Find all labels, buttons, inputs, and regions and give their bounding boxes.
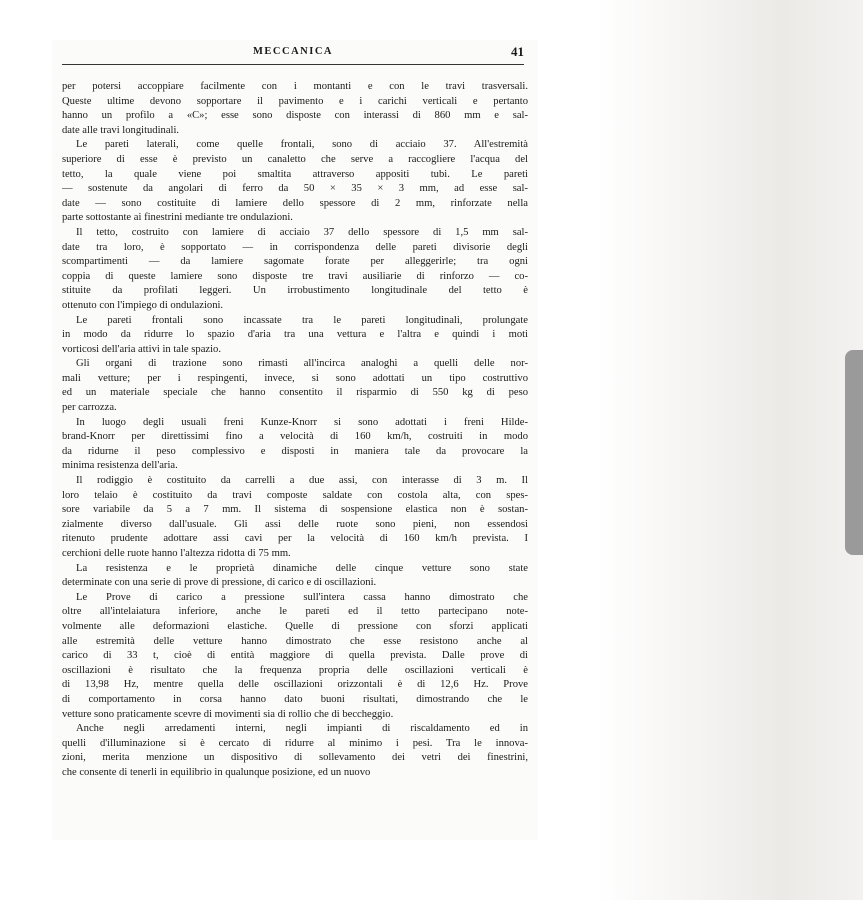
text-line: date — sono costituite di lamiere dello spessore di 2 mm, rinforzate nella bbox=[62, 197, 528, 209]
text-line: vorticosi dell'aria attivi in tale spazio. bbox=[62, 343, 221, 355]
text-line: coppia di queste lamiere sono disposte tre travi ausiliarie di rinforzo — co- bbox=[62, 270, 528, 282]
text-line: tetto, la quale viene poi smaltita attraverso appositi tubi. Le pareti bbox=[62, 168, 528, 180]
text-line: oscillazioni è risultato che la frequenza propria delle oscillazioni verticali è bbox=[62, 664, 528, 676]
facing-page-edge bbox=[596, 0, 863, 900]
text-line: Le pareti frontali sono incassate tra le pareti longitudinali, prolungate bbox=[76, 314, 528, 326]
text-line: ritenuto prudente adottare assi cavi per la velocità di 160 km/h prevista. I bbox=[62, 533, 528, 545]
page-number: 41 bbox=[511, 44, 524, 59]
text-line: Le Prove di carico a pressione sull'intera cassa hanno dimostrato che bbox=[76, 591, 528, 603]
text-line: in modo da ridurre lo spazio d'aria tra una vettura e l'altra e quindi i moti bbox=[62, 329, 528, 341]
header-rule bbox=[62, 64, 524, 65]
text-line: di comportamento in corsa hanno dato buoni risultati, dimostrando che le bbox=[62, 693, 528, 705]
text-line: hanno un profilo a «C»; esse sono disposte con interassi di 860 mm e sal- bbox=[62, 110, 528, 122]
text-line: minima resistenza dell'aria. bbox=[62, 460, 178, 472]
text-line: date tra loro, è sopportato — in corrispondenza delle pareti divisorie degli bbox=[62, 241, 528, 253]
text-line: per carrozza. bbox=[62, 402, 117, 414]
page-tab-marker bbox=[845, 350, 863, 555]
text-line: cerchioni delle ruote hanno l'altezza ridotta di 75 mm. bbox=[62, 548, 291, 559]
text-line: vetture sono praticamente scevre di movimenti sia di rollio che di beccheggio. bbox=[62, 708, 394, 720]
text-line: Anche negli arredamenti interni, negli impianti di riscaldamento ed in bbox=[76, 723, 528, 735]
text-line: sore variabile da 5 a 7 mm. Il sistema di sospensione elastica non è sostan- bbox=[62, 504, 528, 516]
text-line: — sostenute da angolari di ferro da 50 × 35 × 3 mm, ad esse sal- bbox=[62, 183, 528, 195]
running-title: MECCANICA bbox=[253, 46, 333, 57]
text-line: superiore di esse è previsto un canaletto che serve a raccogliere l'acqua del bbox=[62, 153, 528, 165]
text-line: volmente alle deformazioni elastiche. Quelle di pressione con sforzi applicati bbox=[62, 620, 528, 632]
text-line: quelli d'illuminazione si è cercato di ridurre al minimo i pesi. Tra le innova- bbox=[62, 737, 528, 749]
text-line: parte sottostante ai finestrini mediante tre ondulazioni. bbox=[62, 212, 293, 224]
text-line: carico di 33 t, cioè di entità maggiore di quella prevista. Dalle prove di bbox=[62, 650, 528, 662]
text-line: stituite da profilati leggeri. Un irrobustimento longitudinale del tetto è bbox=[62, 285, 528, 297]
text-line: Il rodiggio è costituito da carrelli a due assi, con interasse di 3 m. Il bbox=[76, 475, 528, 487]
text-line: zialmente diverso dall'usuale. Gli assi delle ruote sono pieni, non essendosi bbox=[62, 518, 528, 530]
text-line: mali vetture; per i respingenti, invece, si sono adottati un tipo costruttivo bbox=[62, 372, 528, 384]
text-line: date alle travi longitudinali. bbox=[62, 124, 180, 136]
text-line: di 13,98 Hz, mentre quella delle oscillazioni orizzontali è di 12,6 Hz. Prove bbox=[62, 679, 528, 691]
text-line: brand-Knorr per direttissimi fino a velocità di 160 km/h, costruiti in modo bbox=[62, 431, 528, 443]
text-line: La resistenza e le proprietà dinamiche delle cinque vetture sono state bbox=[76, 562, 528, 574]
text-line: Le pareti laterali, come quelle frontali, sono di acciaio 37. All'estremità bbox=[76, 139, 528, 151]
text-line: determinate con una serie di prove di pressione, di carico e di oscillazioni. bbox=[62, 577, 377, 589]
text-line: ottenuto con l'impiego di ondulazioni. bbox=[62, 299, 224, 311]
text-line: alle estremità delle vetture hanno dimostrato che esse resistono anche al bbox=[62, 635, 528, 647]
page-header bbox=[62, 46, 524, 62]
text-line: che consente di tenerli in equilibrio in qualunque posizione, ed un nuovo bbox=[62, 766, 371, 778]
text-line: Queste ultime devono sopportare il pavimento e i carichi verticali e pertanto bbox=[62, 95, 528, 107]
body-text bbox=[62, 80, 528, 781]
text-line: ed un materiale speciale che hanno consentito il risparmio di 550 kg di peso bbox=[62, 387, 528, 399]
text-line: zioni, merita menzione un dispositivo di sollevamento dei vetri dei finestrini, bbox=[62, 752, 528, 764]
text-line: Il tetto, costruito con lamiere di acciaio 37 dello spessore di 1,5 mm sal- bbox=[76, 226, 528, 238]
text-line: scompartimenti — da lamiere sagomate forate per alleggerirle; tra ogni bbox=[62, 256, 528, 268]
text-line: oltre all'intelaiatura inferiore, anche le pareti ed il tetto partecipano note- bbox=[62, 606, 528, 618]
text-line: In luogo degli usuali freni Kunze-Knorr si sono adottati i freni Hilde- bbox=[76, 416, 528, 428]
text-line: Gli organi di trazione sono rimasti all'incirca analoghi a quelli delle nor- bbox=[76, 358, 528, 370]
text-line: per potersi accoppiare facilmente con i montanti e con le travi trasversali. bbox=[62, 81, 528, 92]
text-line: loro telaio è costituito da travi composte saldate con costola alta, con spes- bbox=[62, 489, 528, 501]
text-line: da ridurne il peso complessivo e disposti in maniera tale da provocare la bbox=[62, 445, 528, 457]
